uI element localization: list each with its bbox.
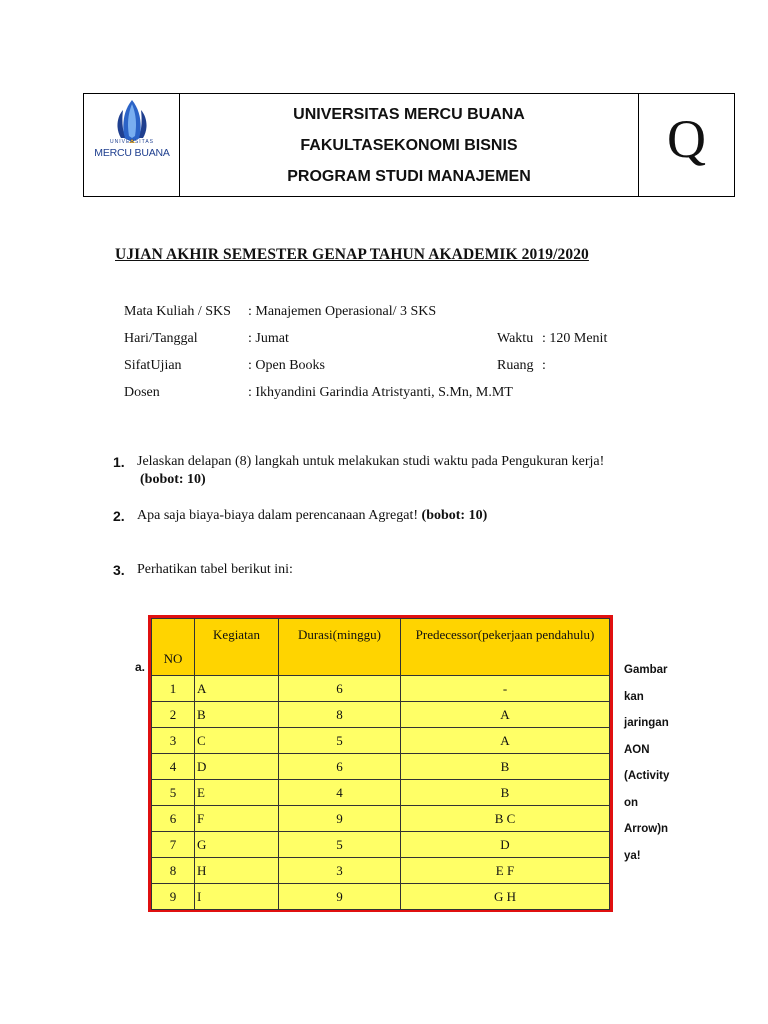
cell-durasi: 3 — [279, 858, 401, 884]
header-predecessor: Predecessor(pekerjaan pendahulu) — [401, 619, 610, 676]
cell-predecessor: D — [401, 832, 610, 858]
cell-durasi: 6 — [279, 754, 401, 780]
side-note — [624, 657, 684, 869]
question-3-number: 3. — [113, 562, 125, 578]
cell-durasi: 9 — [279, 884, 401, 910]
cell-durasi: 9 — [279, 806, 401, 832]
cell-no: 1 — [152, 676, 195, 702]
cell-durasi: 8 — [279, 702, 401, 728]
table-body — [152, 676, 610, 910]
dosen-label: Dosen — [124, 385, 160, 400]
cell-kegiatan: F — [195, 806, 279, 832]
activity-table — [151, 618, 610, 910]
cell-durasi: 4 — [279, 780, 401, 806]
program-name: PROGRAM STUDI MANAJEMEN — [287, 167, 531, 185]
faculty-name: FAKULTASEKONOMI BISNIS — [300, 136, 518, 154]
mata-kuliah-label: Mata Kuliah / SKS — [124, 304, 231, 319]
side-note-line: (Activity — [624, 770, 670, 782]
question-1-text: Jelaskan delapan (8) langkah untuk melakukan studi waktu pada Pengukuran kerja! — [137, 454, 605, 469]
table-row — [152, 676, 610, 702]
header-no: NO — [152, 619, 195, 676]
dosen-value: : Ikhyandini Garindia Atristyanti, S.Mn, M.MT — [248, 385, 513, 400]
cell-kegiatan: A — [195, 676, 279, 702]
cell-kegiatan: D — [195, 754, 279, 780]
activity-table-frame — [148, 615, 613, 912]
cell-predecessor: A — [401, 702, 610, 728]
question-1-number: 1. — [113, 454, 125, 470]
hari-value: : Jumat — [248, 331, 289, 346]
side-note-line: kan — [624, 690, 644, 703]
university-header — [83, 93, 735, 197]
hari-label: Hari/Tanggal — [124, 331, 198, 346]
question-2-text: Apa saja biaya-biaya dalam perencanaan Agregat! (bobot: 10) — [137, 508, 488, 523]
ruang-label: Ruang — [497, 358, 534, 373]
table-row — [152, 858, 610, 884]
cell-predecessor: B C — [401, 806, 610, 832]
waktu-label: Waktu — [497, 331, 534, 346]
header-title-cell — [180, 94, 639, 196]
table-row — [152, 884, 610, 910]
side-note-line: AON — [624, 743, 650, 756]
cell-predecessor: A — [401, 728, 610, 754]
cell-no: 8 — [152, 858, 195, 884]
cell-no: 5 — [152, 780, 195, 806]
cell-kegiatan: E — [195, 780, 279, 806]
logo-top-text: UNIVERSITAS — [110, 139, 154, 145]
side-note-line: Arrow)n — [624, 823, 669, 835]
cell-predecessor: B — [401, 780, 610, 806]
table-header-row — [152, 619, 610, 676]
question-3-text: Perhatikan tabel berikut ini: — [137, 562, 293, 577]
cell-no: 3 — [152, 728, 195, 754]
ruang-value: : — [542, 358, 546, 373]
cell-kegiatan: H — [195, 858, 279, 884]
sub-question-label: a. — [135, 660, 146, 674]
cell-durasi: 6 — [279, 676, 401, 702]
header-durasi: Durasi(minggu) — [279, 619, 401, 676]
table-row — [152, 832, 610, 858]
cell-no: 4 — [152, 754, 195, 780]
cell-no: 9 — [152, 884, 195, 910]
sifat-label: SifatUjian — [124, 358, 182, 373]
university-name: UNIVERSITAS MERCU BUANA — [293, 105, 525, 123]
cell-kegiatan: I — [195, 884, 279, 910]
cell-predecessor: G H — [401, 884, 610, 910]
table-row — [152, 728, 610, 754]
sifat-value: : Open Books — [248, 358, 325, 373]
cell-predecessor: B — [401, 754, 610, 780]
exam-code: Q — [667, 109, 706, 169]
cell-no: 6 — [152, 806, 195, 832]
mercu-buana-logo — [94, 100, 170, 172]
question-1-weight: (bobot: 10) — [140, 472, 206, 487]
cell-durasi: 5 — [279, 832, 401, 858]
cell-predecessor: - — [401, 676, 610, 702]
cell-no: 7 — [152, 832, 195, 858]
table-row — [152, 754, 610, 780]
cell-kegiatan: B — [195, 702, 279, 728]
side-note-line: ya! — [624, 849, 641, 862]
logo-name-text: MERCU BUANA — [94, 147, 170, 159]
table-row — [152, 806, 610, 832]
side-note-line: on — [624, 796, 639, 809]
logo-cell — [84, 94, 180, 196]
cell-no: 2 — [152, 702, 195, 728]
table-row — [152, 702, 610, 728]
table-row — [152, 780, 610, 806]
waktu-value: : 120 Menit — [542, 331, 608, 346]
cell-durasi: 5 — [279, 728, 401, 754]
exam-title: UJIAN AKHIR SEMESTER GENAP TAHUN AKADEMIK 2019/2020 — [115, 246, 589, 263]
question-2-number: 2. — [113, 508, 125, 524]
mata-kuliah-value: : Manajemen Operasional/ 3 SKS — [248, 304, 437, 319]
cell-kegiatan: C — [195, 728, 279, 754]
side-note-line: jaringan — [624, 717, 669, 729]
side-note-line: Gambar — [624, 664, 668, 676]
cell-predecessor: E F — [401, 858, 610, 884]
cell-kegiatan: G — [195, 832, 279, 858]
header-kegiatan: Kegiatan — [195, 619, 279, 676]
